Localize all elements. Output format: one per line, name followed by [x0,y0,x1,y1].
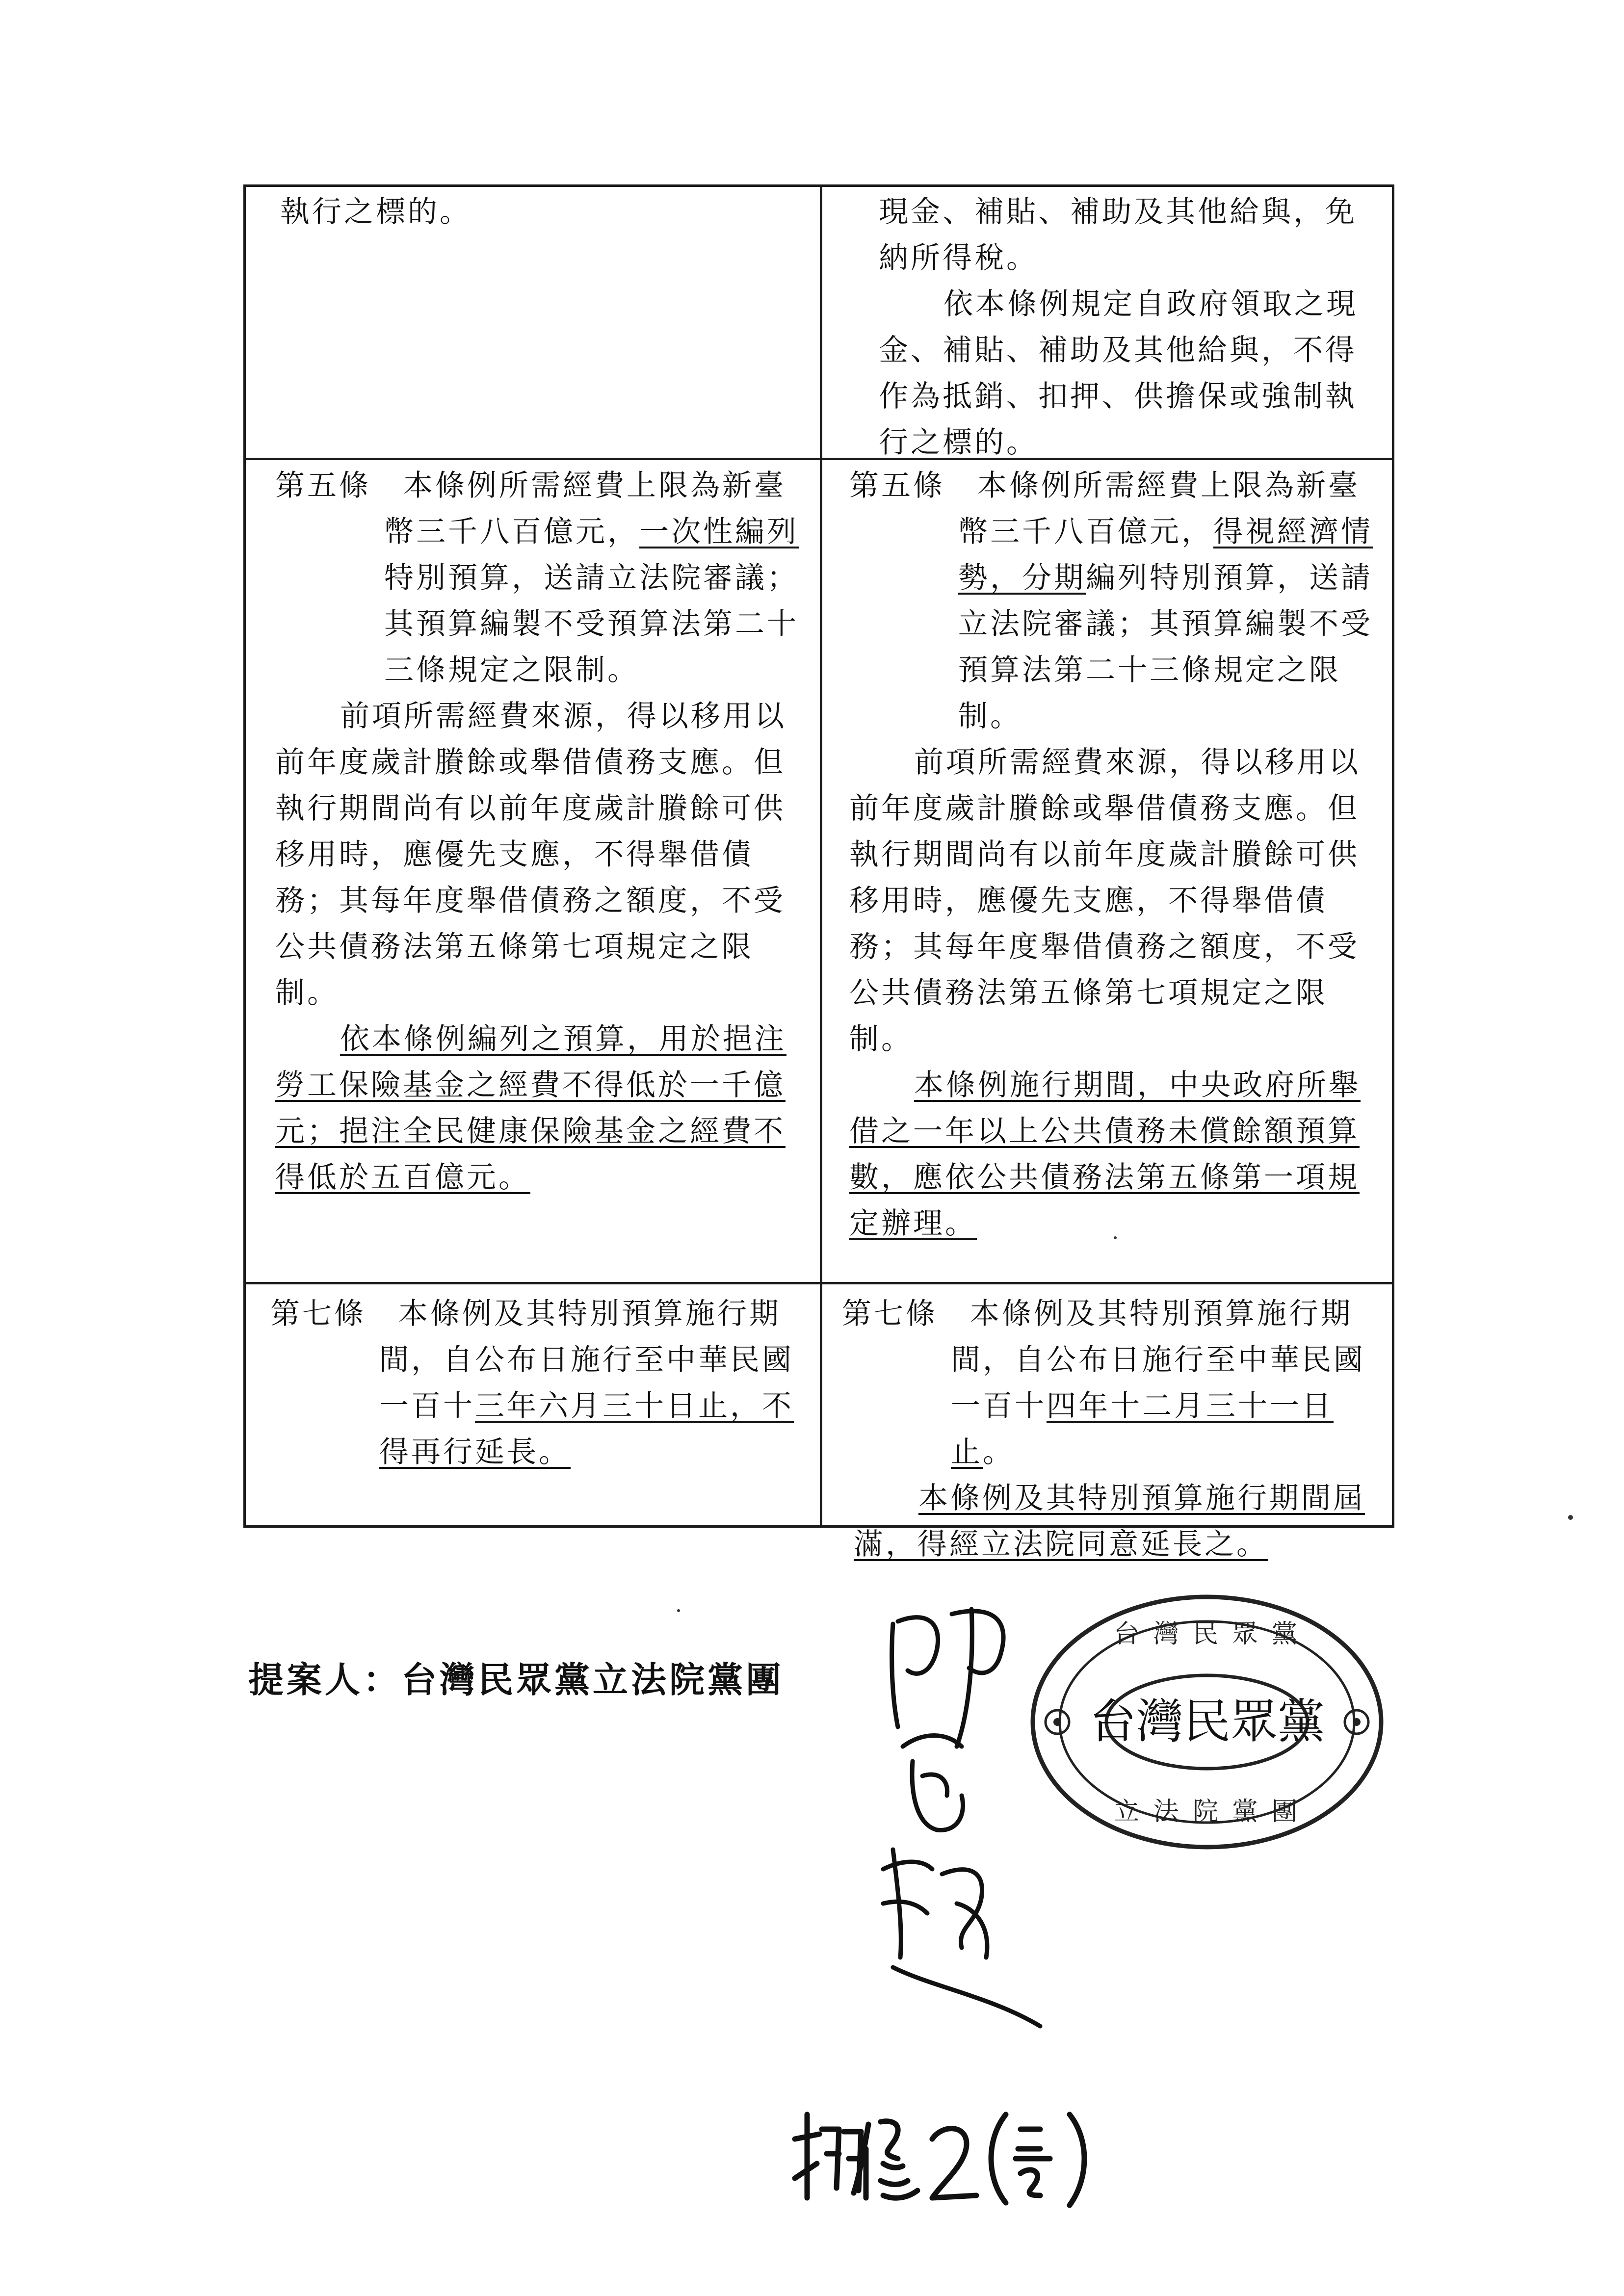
proposer-line: 提案人：台灣民眾黨立法院黨團 [248,1659,785,1700]
article-5-left-p1 [261,463,800,693]
text-segment: 本條例及其特別預算施行期間，自公布日施行至中華民國一百十 [951,1297,1365,1423]
handwritten-signature [864,1585,1050,2036]
amended-text: 得視經濟情勢，分期 [958,515,1373,595]
row3-left-cell [256,1291,800,1475]
amended-text: 本條例及其特別預算施行期間屆滿，得經立法院同意延長之。 [854,1481,1365,1562]
text-segment: 編列特別預算，送請立法院審議；其預算編製不受預算法第二十三條規定之限制。 [958,561,1373,733]
article-5-left-p3 [275,1016,800,1200]
seal-center-text: 台灣民眾黨 [1089,1694,1325,1749]
text-segment: 。 [983,1435,1015,1469]
right-text-p2: 依本條例規定自政府領取之現金、補貼、補助及其他給與，不得作為抵銷、扣押、供擔保或強制執行之標的。 [879,287,1358,460]
text-segment: 本條例及其特別預算施行期間，自公布日施行至中華民國一百十 [379,1297,794,1423]
article-7-left-p1 [256,1291,800,1475]
text-segment: 本條例所需經費上限為新臺幣三千八百億元， [384,469,786,549]
comparison-table [243,184,1394,1562]
amended-text: 依本條例編列之預算，用於挹注勞工保險基金之經費不得低於一千億元；挹注全民健康保險基金之經費不得低於五百億元。 [275,1022,786,1195]
scan-speck [1114,1236,1117,1239]
flower-icon [1345,1710,1368,1734]
article-7-right-p1 [827,1291,1379,1475]
scan-speck [677,1609,680,1612]
row1-right-cell [879,189,1379,466]
row3-right-cell [827,1291,1379,1567]
article-5-right-p3 [849,1062,1379,1247]
page-code [785,2095,1119,2213]
column-divider [820,187,822,1525]
article-5-left-p2: 前項所需經費來源，得以移用以前年度歲計賸餘或舉借債務支應。但執行期間尚有以前年度歲計賸餘可供移用時，應優先支應，不得舉借債務；其每年度舉借債務之額度，不受公共債務法第五條第七項規定之限制。 [275,699,786,1010]
row-divider [246,1282,1392,1284]
text-segment: 特別預算，送請立法院審議；其預算編製不受預算法第二十三條規定之限制。 [384,561,799,687]
article-number: 第五條 [275,469,371,503]
article-5-right-p2: 前項所需經費來源，得以移用以前年度歲計賸餘或舉借債務支應。但執行期間尚有以前年度歲計賸餘可供移用時，應優先支應，不得舉借債務；其每年度舉借債務之額度，不受公共債務法第五條第七項規定之限制。 [849,745,1361,1056]
article-7-right-p2 [854,1475,1379,1567]
article-number: 第七條 [842,1297,938,1331]
row2-left-cell [261,463,800,1200]
text-segment: 本條例所需經費上限為新臺幣三千八百億元， [958,469,1360,549]
seal-top-text: 台 灣 民 眾 黨 [1113,1619,1301,1649]
article-number: 第七條 [270,1297,366,1331]
row2-right-cell [835,463,1379,1247]
scan-speck [1568,1515,1573,1520]
article-5-right-p1 [835,463,1379,739]
page-code-handwriting [785,2095,1119,2213]
seal-bottom-text: 立 法 院 黨 團 [1113,1797,1301,1826]
amended-text: 一次性編列 [639,515,799,549]
amended-text: 三年六月三十日止，不得再行延長。 [379,1389,794,1469]
right-text-p1: 現金、補貼、補助及其他給與，免納所得稅。 [879,195,1357,275]
amended-text: 四年十二月三十一日止 [951,1389,1334,1469]
party-seal [1025,1585,1388,1859]
row1-left-cell [265,189,800,235]
article-number: 第五條 [849,469,945,503]
left-text: 執行之標的。 [280,195,471,229]
amended-text: 本條例施行期間，中央政府所舉借之一年以上公共債務未償餘額預算數，應依公共債務法第五條第一項規定辦理。 [849,1068,1361,1241]
